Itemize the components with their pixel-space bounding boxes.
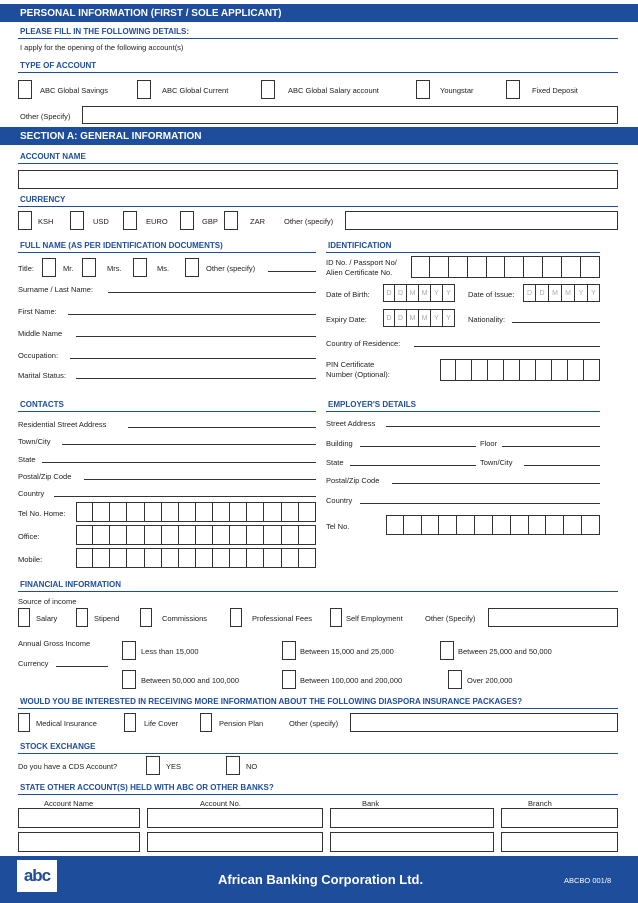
checkbox-pension-plan[interactable]: [200, 713, 212, 732]
other-bank-account-name-1[interactable]: [18, 808, 140, 828]
pin-label: Number (Optional):: [326, 370, 390, 379]
id-no-label: Alien Certificate No.: [326, 268, 393, 277]
employer-town-label: Town/City: [480, 458, 513, 467]
account-type-label: Fixed Deposit: [532, 86, 578, 95]
checkbox-mrs[interactable]: [82, 258, 96, 277]
office-label: Office:: [18, 532, 40, 541]
employer-postal-line[interactable]: [392, 483, 600, 484]
section-a-banner: SECTION A: GENERAL INFORMATION: [0, 127, 638, 145]
date-of-issue-label: Date of Issue:: [468, 290, 515, 299]
currency-label: KSH: [38, 217, 54, 226]
account-type-label: ABC Global Savings: [40, 86, 108, 95]
company-name: African Banking Corporation Ltd.: [218, 872, 424, 887]
country-label: Country: [18, 489, 45, 498]
postal-code-label: Postal/Zip Code: [18, 472, 72, 481]
pin-label: PIN Certificate: [326, 360, 375, 369]
income-range-label: Less than 15,000: [141, 647, 199, 656]
country-line[interactable]: [54, 496, 316, 497]
expiry-date-cells[interactable]: D D M M Y Y: [383, 309, 455, 327]
account-type-label: Youngstar: [440, 86, 474, 95]
divider: [18, 591, 618, 592]
column-header: Account No.: [200, 799, 241, 808]
checkbox-zar[interactable]: [224, 211, 238, 230]
income-source-label: Self Employment: [346, 614, 403, 623]
mobile-cells[interactable]: [76, 548, 316, 568]
yes-label: YES: [166, 762, 182, 771]
middle-name-line[interactable]: [76, 336, 316, 337]
other-bank-branch-1[interactable]: [501, 808, 618, 828]
currency-label: ZAR: [250, 217, 265, 226]
residential-street-label: Residential Street Address: [18, 420, 107, 429]
account-name-heading: ACCOUNT NAME: [20, 152, 86, 161]
pin-cells[interactable]: [440, 359, 600, 381]
first-name-line[interactable]: [68, 314, 316, 315]
marital-status-label: Marital Status:: [18, 371, 66, 380]
divider: [18, 163, 618, 164]
floor-line[interactable]: [502, 446, 600, 447]
checkbox-life-cover[interactable]: [124, 713, 136, 732]
date-of-issue-cells[interactable]: D D M M Y Y: [523, 284, 600, 302]
employer-tel-cells[interactable]: [386, 515, 600, 535]
full-name-heading: FULL NAME (AS PER IDENTIFICATION DOCUMENTS): [20, 241, 223, 250]
country-residence-label: Country of Residence:: [326, 339, 401, 348]
checkbox-15000-25000[interactable]: [282, 641, 296, 660]
checkbox-mr[interactable]: [42, 258, 56, 277]
no-label: NO: [246, 762, 258, 771]
income-range-label: Between 100,000 and 200,000: [300, 676, 403, 685]
checkbox-medical-insurance[interactable]: [18, 713, 30, 732]
income-range-label: Between 50,000 and 100,000: [141, 676, 240, 685]
other-banks-heading: STATE OTHER ACCOUNT(S) HELD WITH ABC OR OTHER BANKS?: [20, 783, 274, 792]
divider: [18, 708, 618, 709]
tel-home-label: Tel No. Home:: [18, 509, 66, 518]
income-source-label: Salary: [36, 614, 58, 623]
currency-other-input[interactable]: [345, 211, 618, 230]
currency-label: USD: [93, 217, 109, 226]
checkbox-commissions[interactable]: [140, 608, 152, 627]
dob-cells[interactable]: D D M M Y Y: [383, 284, 455, 302]
currency-other-label: Other (specify): [284, 217, 334, 226]
id-no-cells[interactable]: [411, 256, 600, 278]
account-type-label: ABC Global Salary account: [288, 86, 379, 95]
cds-question: Do you have a CDS Account?: [18, 762, 118, 771]
id-no-label: ID No. / Passport No/: [326, 258, 397, 267]
divider: [18, 794, 618, 795]
marital-status-line[interactable]: [76, 378, 316, 379]
annual-income-label: Annual Gross Income: [18, 639, 91, 648]
employer-country-line[interactable]: [360, 503, 600, 504]
abc-logo: [16, 859, 58, 893]
employer-town-line[interactable]: [524, 465, 600, 466]
expiry-date-label: Expiry Date:: [326, 315, 367, 324]
employer-street-label: Street Address: [326, 419, 376, 428]
checkbox-usd[interactable]: [70, 211, 84, 230]
title-option: Mrs.: [107, 264, 122, 273]
surname-label: Surname / Last Name:: [18, 285, 94, 294]
checkbox-100000-200000[interactable]: [282, 670, 296, 689]
income-source-label: Stipend: [94, 614, 120, 623]
checkbox-salary[interactable]: [18, 608, 30, 627]
checkbox-self-employment[interactable]: [330, 608, 342, 627]
income-source-label: Commissions: [162, 614, 208, 623]
checkbox-ksh[interactable]: [18, 211, 32, 230]
income-source-label: Other (Specify): [425, 614, 476, 623]
checkbox-abc-global-current[interactable]: [137, 80, 151, 99]
identification-heading: IDENTIFICATION: [328, 241, 392, 250]
column-header: Account Name: [44, 799, 94, 808]
title-option: Other (specify): [206, 264, 256, 273]
diaspora-option-label: Pension Plan: [219, 719, 264, 728]
checkbox-professional-fees[interactable]: [230, 608, 242, 627]
building-label: Building: [326, 439, 353, 448]
currency-label: Currency: [18, 659, 49, 668]
checkbox-gbp[interactable]: [180, 211, 194, 230]
town-city-line[interactable]: [62, 444, 316, 445]
currency-heading: CURRENCY: [20, 195, 66, 204]
other-bank-branch-2[interactable]: [501, 832, 618, 852]
employer-state-label: State: [326, 458, 344, 467]
nationality-label: Nationality:: [468, 315, 506, 324]
checkbox-over-200000[interactable]: [448, 670, 462, 689]
employer-state-line[interactable]: [350, 465, 476, 466]
checkbox-ms[interactable]: [133, 258, 147, 277]
other-bank-account-no-2[interactable]: [147, 832, 323, 852]
diaspora-option-label: Medical Insurance: [36, 719, 97, 728]
divider: [18, 411, 316, 412]
other-title-line[interactable]: [268, 271, 316, 272]
employer-tel-label: Tel No.: [326, 522, 350, 531]
checkbox-euro[interactable]: [123, 211, 137, 230]
checkbox-abc-global-salary[interactable]: [261, 80, 275, 99]
personal-info-banner: PERSONAL INFORMATION (FIRST / SOLE APPLICANT): [0, 4, 638, 22]
checkbox-25000-50000[interactable]: [440, 641, 454, 660]
contacts-heading: CONTACTS: [20, 400, 64, 409]
state-label: State: [18, 455, 36, 464]
stock-exchange-heading: STOCK EXCHANGE: [20, 742, 96, 751]
please-fill-heading: PLEASE FILL IN THE FOLLOWING DETAILS:: [20, 27, 190, 36]
other-bank-bank-2[interactable]: [330, 832, 494, 852]
currency-label: EURO: [146, 217, 168, 226]
form-code: ABCBO 001/8: [564, 876, 612, 885]
currency-label: GBP: [202, 217, 218, 226]
other-bank-account-name-2[interactable]: [18, 832, 140, 852]
column-header: Branch: [528, 799, 552, 808]
divider: [18, 753, 618, 754]
building-line[interactable]: [360, 446, 476, 447]
type-of-account-heading: TYPE OF ACCOUNT: [20, 61, 97, 70]
state-line[interactable]: [42, 462, 316, 463]
nationality-line[interactable]: [512, 322, 600, 323]
surname-line[interactable]: [108, 292, 316, 293]
checkbox-less-than-15000[interactable]: [122, 641, 136, 660]
employer-postal-label: Postal/Zip Code: [326, 476, 380, 485]
checkbox-abc-global-savings[interactable]: [18, 80, 32, 99]
other-specify-label: Other (Specify): [20, 112, 71, 121]
title-option: Ms.: [157, 264, 170, 273]
other-bank-bank-1[interactable]: [330, 808, 494, 828]
other-bank-account-no-1[interactable]: [147, 808, 323, 828]
checkbox-cds-no[interactable]: [226, 756, 240, 775]
income-currency-line[interactable]: [56, 666, 108, 667]
checkbox-other-title[interactable]: [185, 258, 199, 277]
income-range-label: Between 25,000 and 50,000: [458, 647, 552, 656]
income-source-label: Professional Fees: [252, 614, 313, 623]
floor-label: Floor: [480, 439, 498, 448]
checkbox-50000-100000[interactable]: [122, 670, 136, 689]
account-name-input[interactable]: [18, 170, 618, 189]
employer-heading: EMPLOYER'S DETAILS: [328, 400, 416, 409]
country-residence-line[interactable]: [414, 346, 600, 347]
diaspora-heading: WOULD YOU BE INTERESTED IN RECEIVING MORE INFORMATION ABOUT THE FOLLOWING DIASPORA INSURANCE PACKAGES?: [20, 697, 523, 706]
middle-name-label: Middle Name: [18, 329, 63, 338]
financial-heading: FINANCIAL INFORMATION: [20, 580, 122, 589]
office-tel-cells[interactable]: [76, 525, 316, 545]
other-income-input[interactable]: [488, 608, 618, 627]
income-range-label: Over 200,000: [467, 676, 513, 685]
diaspora-option-label: Other (specify): [289, 719, 339, 728]
mobile-label: Mobile:: [18, 555, 43, 564]
divider: [18, 206, 618, 207]
dob-label: Date of Birth:: [326, 290, 370, 299]
diaspora-option-label: Life Cover: [144, 719, 179, 728]
residential-street-line[interactable]: [128, 427, 316, 428]
title-label: Title:: [18, 264, 34, 273]
postal-code-line[interactable]: [84, 479, 316, 480]
tel-home-cells[interactable]: [76, 502, 316, 522]
diaspora-other-input[interactable]: [350, 713, 618, 732]
logo-text: abc: [23, 866, 51, 885]
first-name-label: First Name:: [18, 307, 57, 316]
occupation-label: Occupation:: [18, 351, 59, 360]
town-city-label: Town/City: [18, 437, 51, 446]
account-type-label: ABC Global Current: [162, 86, 229, 95]
apply-text: I apply for the opening of the following account(s): [20, 43, 184, 52]
title-option: Mr.: [63, 264, 74, 273]
divider: [326, 252, 600, 253]
employer-country-label: Country: [326, 496, 353, 505]
divider: [326, 411, 600, 412]
occupation-line[interactable]: [70, 358, 316, 359]
employer-street-line[interactable]: [386, 426, 600, 427]
checkbox-fixed-deposit[interactable]: [506, 80, 520, 99]
checkbox-stipend[interactable]: [76, 608, 88, 627]
income-range-label: Between 15,000 and 25,000: [300, 647, 394, 656]
divider: [18, 252, 316, 253]
other-account-type-input[interactable]: [82, 106, 618, 124]
divider: [18, 38, 618, 39]
checkbox-cds-yes[interactable]: [146, 756, 160, 775]
checkbox-youngstar[interactable]: [416, 80, 430, 99]
divider: [18, 72, 618, 73]
column-header: Bank: [362, 799, 380, 808]
source-of-income-label: Source of income: [18, 597, 77, 606]
